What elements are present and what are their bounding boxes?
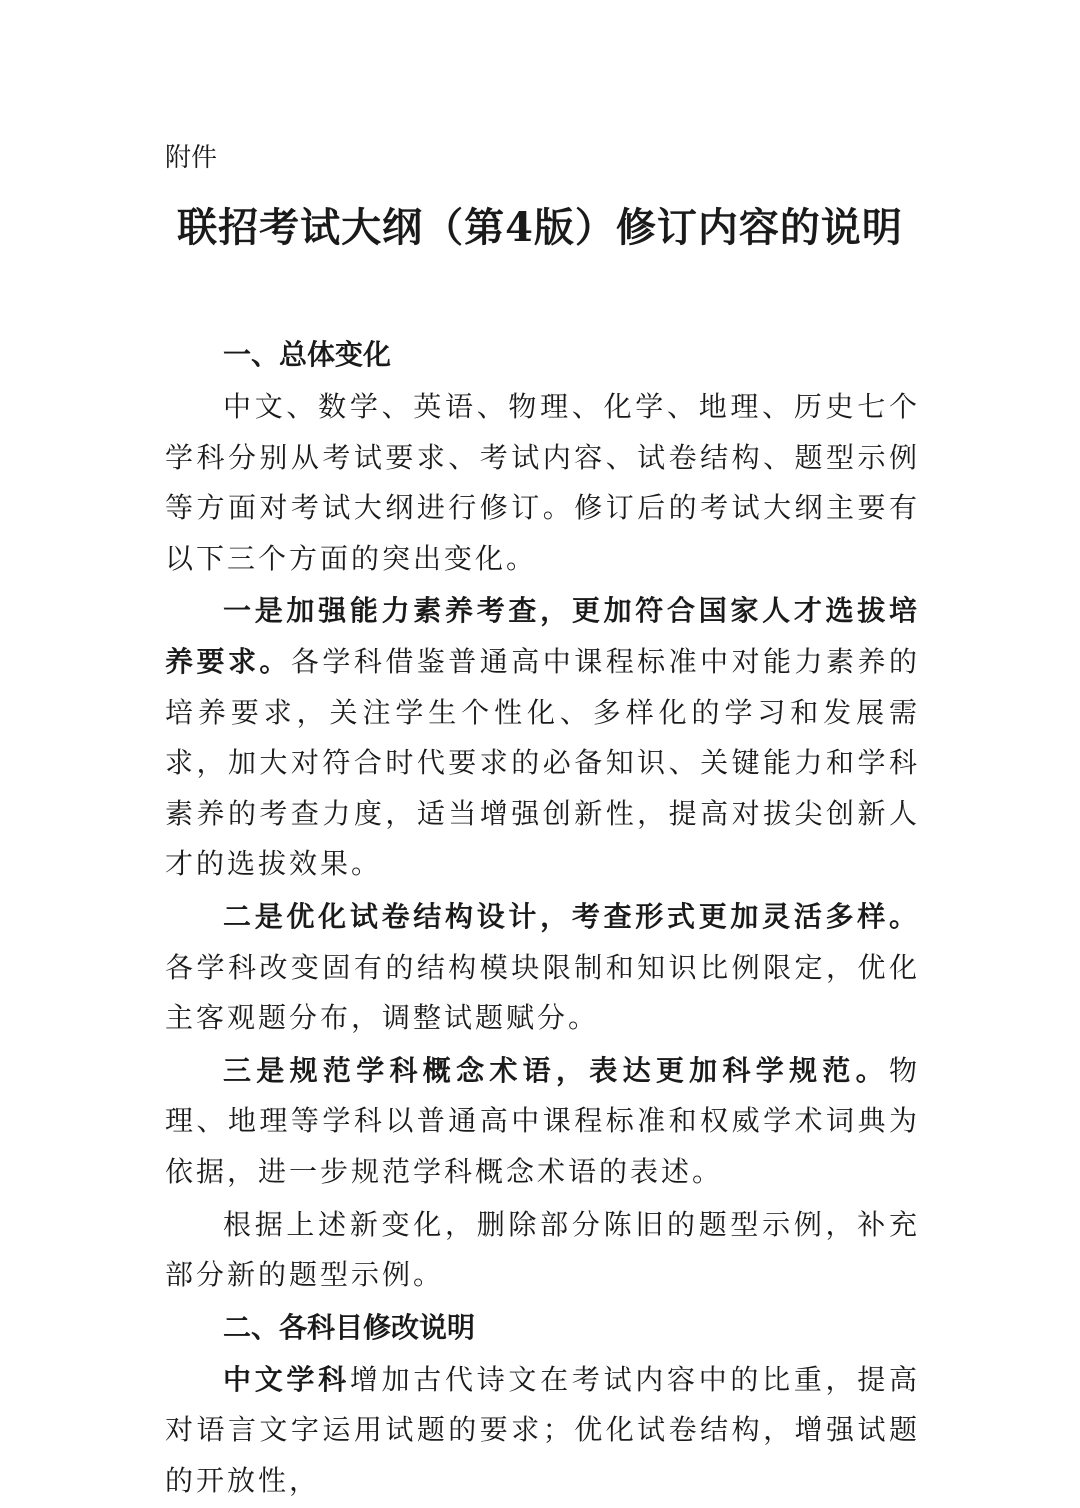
section-heading-overall-changes: 一、总体变化 (223, 338, 392, 371)
chinese-subject-lead: 中文学科 (223, 1362, 350, 1396)
document-body (165, 330, 920, 1508)
point-2-text: 各学科改变固有的结构模块限制和知识比例限定，优化主客观题分布，调整试题赋分。 (165, 950, 920, 1035)
point-3-lead: 三是规范学科概念术语，表达更加科学规范。 (223, 1053, 889, 1087)
point-2-lead: 二是优化试卷结构设计，考查形式更加灵活多样。 (223, 899, 920, 933)
paragraph-intro: 中文、数学、英语、物理、化学、地理、历史七个学科分别从考试要求、考试内容、试卷结构、题型示例等方面对考试大纲进行修订。修订后的考试大纲主要有以下三个方面的突出变化。 (165, 390, 920, 575)
paragraph-closing: 根据上述新变化，删除部分陈旧的题型示例，补充部分新的题型示例。 (165, 1207, 920, 1292)
attachment-label: 附件 (165, 143, 218, 173)
point-1-lead: 一是加强能力素养考查，更加符合国家人才选拔培养要求。 (165, 594, 920, 678)
chinese-subject-text: 增加古代诗文在考试内容中的比重，提高对语言文字运用试题的要求；优化试卷结构，增强试题的开放性， (165, 1362, 920, 1497)
point-1-text: 各学科借鉴普通高中课程标准中对能力素养的培养要求，关注学生个性化、多样化的学习和发展需求，加大对符合时代要求的必备知识、关键能力和学科素养的考查力度，适当增强创新性，提高对拔尖创新人才的选拔效果。 (165, 644, 920, 881)
document-title: 联招考试大纲（第4版）修订内容的说明 (177, 204, 903, 251)
paragraph-chinese-subject (165, 1355, 920, 1507)
paragraph-point-3 (165, 1046, 920, 1198)
paragraph-point-1 (165, 586, 920, 890)
section-heading-subject-changes: 二、各科目修改说明 (223, 1310, 476, 1344)
paragraph-point-2 (165, 892, 920, 1044)
point-3-text: 物理、地理等学科以普通高中课程标准和权威学术词典为依据，进一步规范学科概念术语的表述。 (165, 1053, 920, 1188)
